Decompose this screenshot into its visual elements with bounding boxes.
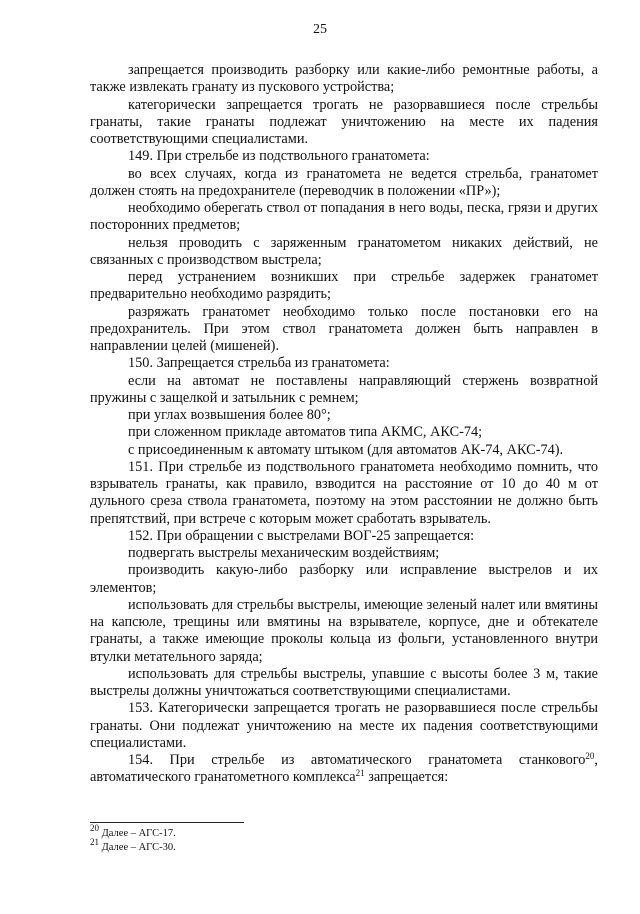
paragraph-152: 152. При обращении с выстрелами ВОГ-25 запрещается: [128,527,475,544]
paragraph-153: 153. Категорически запрещается трогать не разорвавшиеся после стрельбы гранаты. Они подлежат уничтожению на месте их падения соответствующими специалистами. [90,700,598,751]
paragraph-149: 149. При стрельбе из подствольного гранатомета: [128,148,430,165]
paragraph: если на автомат не поставлены направляющий стержень возвратной пружины с защелкой и затыльник с ремнем; [90,372,598,406]
footnote-divider [90,822,244,823]
paragraph: использовать для стрельбы выстрелы, имеющие зеленый налет или вмятины на капсюле, трещины или вмятины на взрывателе, корпусе, дне и обтекателе гранаты, а также имеющие проколы кольца из фольги, установленного внутри втулки метательного заряда; [90,596,598,665]
document-body [90,62,598,787]
paragraph: при сложенном прикладе автоматов типа АКМС, АКС-74; [128,424,483,441]
paragraph-154-text: 154. При стрельбе из автоматического гранатомета станкового [128,752,586,768]
paragraph-154 [90,752,598,787]
page-number: 25 [313,22,327,37]
paragraph-154-text: , автоматического гранатометного комплекса [90,752,598,786]
footnote-mark: 21 [90,837,99,848]
paragraph: запрещается производить разборку или какие-либо ремонтные работы, а также извлекать гранату из пускового устройства; [90,62,598,96]
paragraph: перед устранением возникших при стрельбе задержек гранатомет предварительно необходимо разрядить; [90,269,598,303]
footnote-text: Далее – АГС-30. [99,842,176,853]
paragraph: производить какую-либо разборку или исправление выстрелов и их элементов; [90,562,598,596]
paragraph: категорически запрещается трогать не разорвавшиеся после стрельбы гранаты, такие гранаты подлежат уничтожению на месте их падения соответствующими специалистами. [90,96,598,147]
footnote [90,823,390,841]
footnotes [90,823,390,855]
footnote [90,837,390,855]
paragraph: при углах возвышения более 80°; [128,407,331,423]
paragraph-150: 150. Запрещается стрельба из гранатомета: [128,355,390,372]
footnote-mark: 20 [90,823,99,834]
footnote-text: Далее – АГС-17. [99,828,176,839]
paragraph: разряжать гранатомет необходимо только после постановки его на предохранитель. При этом ствол гранатомета должен быть направлен в направлении целей (мишеней). [90,303,598,354]
paragraph: во всех случаях, когда из гранатомета не ведется стрельба, гранатомет должен стоять на предохранителе (переводчик в положении «ПР»); [90,165,598,199]
paragraph: нельзя проводить с заряженным гранатометом никаких действий, не связанных с производством выстрела; [90,234,598,268]
footnote-ref-21: 21 [355,768,365,779]
footnote-ref-20: 20 [585,751,595,762]
paragraph: подвергать выстрелы механическим воздействиям; [128,545,440,561]
paragraph: необходимо оберегать ствол от попадания в него воды, песка, грязи и других посторонних предметов; [90,200,598,234]
paragraph-151: 151. При стрельбе из подствольного гранатомета необходимо помнить, что взрыватель гранаты, как правило, взводится на расстояние от 10 до 40 м от дульного среза ствола гранатомета, поэтому на этом расстоянии не должно быть препятствий, при встрече с которым может сработать взрыватель. [90,458,598,527]
paragraph-154-text: запрещается: [364,769,449,786]
paragraph: с присоединенным к автомату штыком (для автоматов АК-74, АКС-74). [128,441,564,458]
paragraph: использовать для стрельбы выстрелы, упавшие с высоты более 3 м, такие выстрелы должны уничтожаться соответствующими специалистами. [90,665,598,699]
